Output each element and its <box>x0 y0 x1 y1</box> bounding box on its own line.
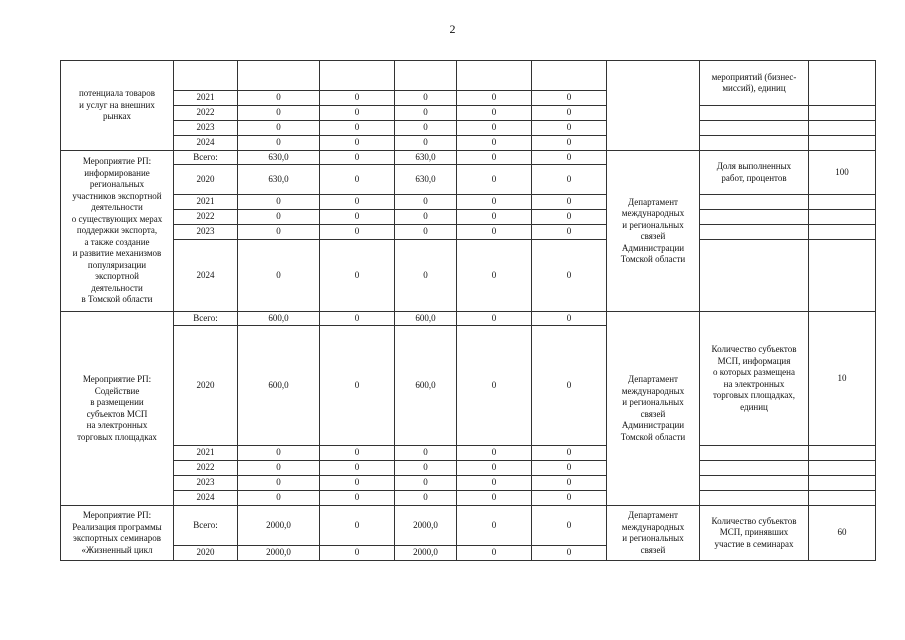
table-row <box>61 240 876 312</box>
federal-budget-cell: 0 <box>320 506 395 546</box>
target-value-cell-empty <box>809 121 876 136</box>
target-value-cell-empty <box>809 136 876 151</box>
local-budget-cell: 0 <box>457 165 532 195</box>
year-cell: 2024 <box>174 240 238 312</box>
year-cell: 2023 <box>174 225 238 240</box>
extrabudget-cell: 0 <box>532 326 607 446</box>
year-cell: 2023 <box>174 476 238 491</box>
federal-budget-cell: 0 <box>320 210 395 225</box>
local-budget-cell: 0 <box>457 225 532 240</box>
local-budget-cell <box>457 61 532 91</box>
extrabudget-cell: 0 <box>532 461 607 476</box>
table-row <box>61 506 876 546</box>
regional-budget-cell: 0 <box>395 491 457 506</box>
regional-budget-cell: 0 <box>395 225 457 240</box>
federal-budget-cell: 0 <box>320 476 395 491</box>
year-cell: 2023 <box>174 121 238 136</box>
total-cell: 0 <box>238 225 320 240</box>
local-budget-cell: 0 <box>457 506 532 546</box>
total-cell: 0 <box>238 491 320 506</box>
indicator-cell-empty <box>700 121 809 136</box>
year-cell: 2022 <box>174 461 238 476</box>
local-budget-cell: 0 <box>457 240 532 312</box>
executor-cell: Департамент международных и региональных связей Администрации Томской области <box>607 312 700 506</box>
target-value-cell-empty <box>809 476 876 491</box>
total-cell: 0 <box>238 121 320 136</box>
federal-budget-cell <box>320 61 395 91</box>
regional-budget-cell: 0 <box>395 210 457 225</box>
total-cell: 0 <box>238 136 320 151</box>
total-cell <box>238 61 320 91</box>
regional-budget-cell: 600,0 <box>395 326 457 446</box>
indicator-cell-empty <box>700 491 809 506</box>
regional-budget-cell: 0 <box>395 461 457 476</box>
table-row <box>61 210 876 225</box>
extrabudget-cell: 0 <box>532 546 607 561</box>
indicator-cell-empty <box>700 225 809 240</box>
year-cell: 2020 <box>174 165 238 195</box>
total-cell: 0 <box>238 210 320 225</box>
extrabudget-cell: 0 <box>532 195 607 210</box>
year-cell: 2020 <box>174 546 238 561</box>
year-cell <box>174 61 238 91</box>
regional-budget-cell: 0 <box>395 121 457 136</box>
total-cell: 0 <box>238 106 320 121</box>
extrabudget-cell: 0 <box>532 106 607 121</box>
table-row <box>61 106 876 121</box>
regional-budget-cell: 630,0 <box>395 165 457 195</box>
local-budget-cell: 0 <box>457 546 532 561</box>
executor-cell: Департамент международных и региональных связей Администрации Томской области <box>607 151 700 312</box>
regional-budget-cell: 2000,0 <box>395 506 457 546</box>
local-budget-cell: 0 <box>457 91 532 106</box>
local-budget-cell: 0 <box>457 461 532 476</box>
total-cell: 600,0 <box>238 312 320 326</box>
indicator-cell: Доля выполненных работ, процентов <box>700 151 809 195</box>
total-cell: 630,0 <box>238 165 320 195</box>
total-cell: 0 <box>238 240 320 312</box>
indicator-cell-empty <box>700 210 809 225</box>
table-row <box>61 461 876 476</box>
table-row <box>61 312 876 326</box>
table-row <box>61 491 876 506</box>
page-number: 2 <box>449 22 456 36</box>
target-value-cell: 100 <box>809 151 876 195</box>
year-cell: Всего: <box>174 312 238 326</box>
local-budget-cell: 0 <box>457 121 532 136</box>
federal-budget-cell: 0 <box>320 546 395 561</box>
federal-budget-cell: 0 <box>320 326 395 446</box>
target-value-cell-empty <box>809 195 876 210</box>
regional-budget-cell: 0 <box>395 195 457 210</box>
total-cell: 2000,0 <box>238 506 320 546</box>
table-row <box>61 195 876 210</box>
total-cell: 0 <box>238 195 320 210</box>
federal-budget-cell: 0 <box>320 312 395 326</box>
regional-budget-cell <box>395 61 457 91</box>
federal-budget-cell: 0 <box>320 446 395 461</box>
regional-budget-cell: 0 <box>395 476 457 491</box>
local-budget-cell: 0 <box>457 151 532 165</box>
federal-budget-cell: 0 <box>320 165 395 195</box>
indicator-cell-empty <box>700 476 809 491</box>
federal-budget-cell: 0 <box>320 240 395 312</box>
extrabudget-cell: 0 <box>532 476 607 491</box>
target-value-cell-empty <box>809 491 876 506</box>
extrabudget-cell: 0 <box>532 165 607 195</box>
year-cell: 2021 <box>174 91 238 106</box>
year-cell: 2021 <box>174 446 238 461</box>
year-cell: Всего: <box>174 151 238 165</box>
federal-budget-cell: 0 <box>320 121 395 136</box>
year-cell: 2021 <box>174 195 238 210</box>
target-value-cell-empty <box>809 210 876 225</box>
indicator-cell: Количество субъектов МСП, информация о которых размещена на электронных торговых площадках, единиц <box>700 312 809 446</box>
regional-budget-cell: 0 <box>395 136 457 151</box>
year-cell: 2022 <box>174 210 238 225</box>
extrabudget-cell <box>532 61 607 91</box>
regional-budget-cell: 2000,0 <box>395 546 457 561</box>
table-row <box>61 151 876 165</box>
local-budget-cell: 0 <box>457 106 532 121</box>
year-cell: 2024 <box>174 136 238 151</box>
local-budget-cell: 0 <box>457 312 532 326</box>
executor-cell <box>607 61 700 151</box>
federal-budget-cell: 0 <box>320 136 395 151</box>
federal-budget-cell: 0 <box>320 195 395 210</box>
target-value-cell: 10 <box>809 312 876 446</box>
regional-budget-cell: 0 <box>395 106 457 121</box>
indicator-cell-empty <box>700 106 809 121</box>
activity-name-cell: Мероприятие РП: Реализация программы экспортных семинаров «Жизненный цикл <box>61 506 174 561</box>
local-budget-cell: 0 <box>457 136 532 151</box>
regional-budget-cell: 630,0 <box>395 151 457 165</box>
target-value-cell: 60 <box>809 506 876 561</box>
indicator-cell-empty <box>700 461 809 476</box>
federal-budget-cell: 0 <box>320 91 395 106</box>
table-row <box>61 225 876 240</box>
extrabudget-cell: 0 <box>532 506 607 546</box>
table-row <box>61 476 876 491</box>
extrabudget-cell: 0 <box>532 91 607 106</box>
table-row <box>61 136 876 151</box>
target-value-cell <box>809 61 876 106</box>
indicator-cell-empty <box>700 136 809 151</box>
activity-name-cell: Мероприятие РП: информирование региональных участников экспортной деятельности о существующих мерах поддержки экспорта, а также создание и развитие механизмов популяризации экспортной деятельности в Томской области <box>61 151 174 312</box>
federal-budget-cell: 0 <box>320 491 395 506</box>
regional-budget-cell: 0 <box>395 446 457 461</box>
total-cell: 600,0 <box>238 326 320 446</box>
local-budget-cell: 0 <box>457 476 532 491</box>
year-cell: 2020 <box>174 326 238 446</box>
extrabudget-cell: 0 <box>532 240 607 312</box>
activity-name-cell: потенциала товаров и услуг на внешних рынках <box>61 61 174 151</box>
year-cell: 2024 <box>174 491 238 506</box>
total-cell: 2000,0 <box>238 546 320 561</box>
local-budget-cell: 0 <box>457 326 532 446</box>
total-cell: 0 <box>238 461 320 476</box>
year-cell: Всего: <box>174 506 238 546</box>
federal-budget-cell: 0 <box>320 225 395 240</box>
regional-budget-cell: 0 <box>395 91 457 106</box>
local-budget-cell: 0 <box>457 210 532 225</box>
local-budget-cell: 0 <box>457 195 532 210</box>
federal-budget-cell: 0 <box>320 461 395 476</box>
budget-table <box>60 60 876 561</box>
table-row <box>61 121 876 136</box>
executor-cell: Департамент международных и региональных связей <box>607 506 700 561</box>
federal-budget-cell: 0 <box>320 151 395 165</box>
indicator-cell: Количество субъектов МСП, принявших участие в семинарах <box>700 506 809 561</box>
indicator-cell-empty <box>700 240 809 312</box>
total-cell: 0 <box>238 476 320 491</box>
target-value-cell-empty <box>809 446 876 461</box>
total-cell: 0 <box>238 91 320 106</box>
indicator-cell-empty <box>700 195 809 210</box>
extrabudget-cell: 0 <box>532 121 607 136</box>
local-budget-cell: 0 <box>457 446 532 461</box>
local-budget-cell: 0 <box>457 491 532 506</box>
extrabudget-cell: 0 <box>532 312 607 326</box>
extrabudget-cell: 0 <box>532 491 607 506</box>
target-value-cell-empty <box>809 461 876 476</box>
federal-budget-cell: 0 <box>320 106 395 121</box>
table-row <box>61 446 876 461</box>
extrabudget-cell: 0 <box>532 225 607 240</box>
extrabudget-cell: 0 <box>532 151 607 165</box>
indicator-cell: мероприятий (бизнес- миссий), единиц <box>700 61 809 106</box>
extrabudget-cell: 0 <box>532 210 607 225</box>
year-cell: 2022 <box>174 106 238 121</box>
total-cell: 0 <box>238 446 320 461</box>
regional-budget-cell: 0 <box>395 240 457 312</box>
activity-name-cell: Мероприятие РП: Содействие в размещении субъектов МСП на электронных торговых площадках <box>61 312 174 506</box>
target-value-cell-empty <box>809 240 876 312</box>
indicator-cell-empty <box>700 446 809 461</box>
table-row <box>61 61 876 91</box>
extrabudget-cell: 0 <box>532 446 607 461</box>
total-cell: 630,0 <box>238 151 320 165</box>
target-value-cell-empty <box>809 225 876 240</box>
regional-budget-cell: 600,0 <box>395 312 457 326</box>
extrabudget-cell: 0 <box>532 136 607 151</box>
target-value-cell-empty <box>809 106 876 121</box>
